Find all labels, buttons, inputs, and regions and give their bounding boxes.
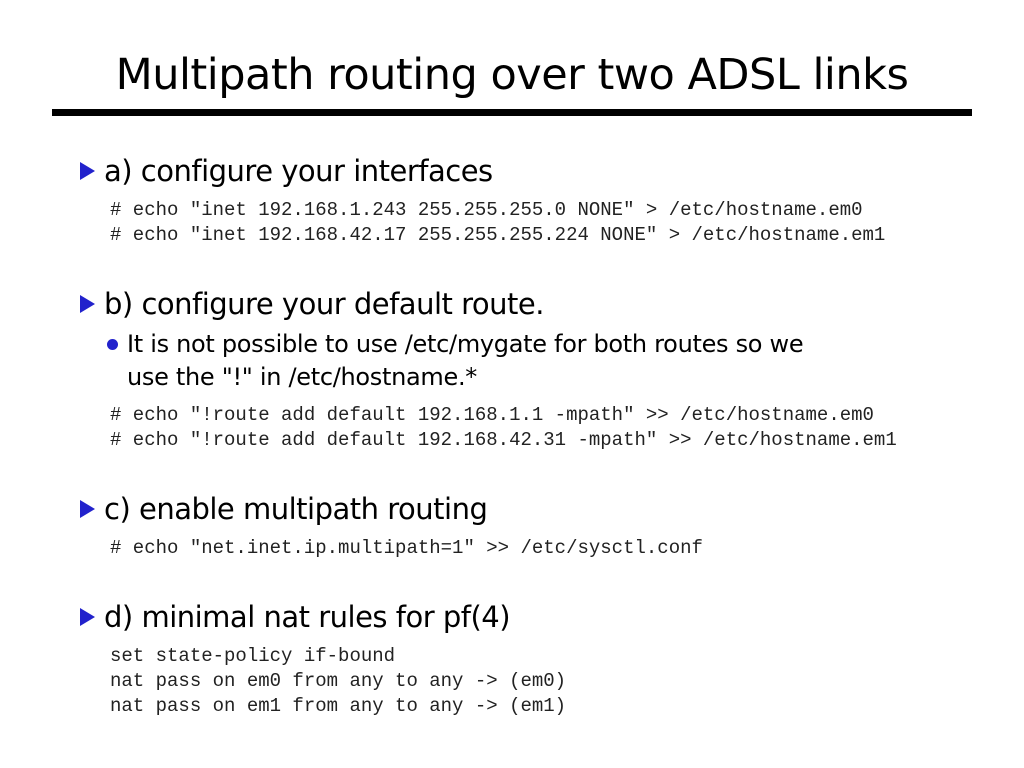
code-line: # echo "net.inet.ip.multipath=1" >> /etc/sysctl.conf: [110, 536, 703, 559]
section-heading: d) minimal nat rules for pf(4): [104, 599, 511, 634]
section-a: [80, 153, 1024, 248]
section-b-code-block: [110, 403, 1024, 453]
section-d-code-block: [110, 644, 1024, 719]
page-title: Multipath routing over two ADSL links: [115, 50, 909, 100]
triangle-bullet-icon: [80, 608, 95, 626]
code-line: set state-policy if-bound: [110, 644, 396, 667]
code-line: nat pass on em1 from any to any -> (em1): [110, 694, 567, 717]
section-heading: b) configure your default route.: [104, 286, 544, 321]
code-line: # echo "inet 192.168.1.243 255.255.255.0 NONE" > /etc/hostname.em0: [110, 198, 863, 221]
code-line: nat pass on em0 from any to any -> (em0): [110, 669, 567, 692]
title-underline: [52, 109, 972, 116]
section-a-code-block: [110, 198, 1024, 248]
section-d-heading-row: [80, 599, 1024, 635]
section-c-code-block: [110, 536, 1024, 561]
triangle-bullet-icon: [80, 500, 95, 518]
code-line: # echo "inet 192.168.42.17 255.255.255.224 NONE" > /etc/hostname.em1: [110, 223, 886, 246]
triangle-bullet-icon: [80, 162, 95, 180]
section-heading: c) enable multipath routing: [104, 491, 488, 526]
title-block: [0, 0, 1024, 116]
slide-content: [0, 116, 1024, 719]
section-b-sub-bullet: [107, 328, 1024, 394]
code-line: # echo "!route add default 192.168.42.31 -mpath" >> /etc/hostname.em1: [110, 428, 897, 451]
section-b-heading-row: [80, 286, 1024, 322]
sub-bullet-line: It is not possible to use /etc/mygate for both routes so we: [127, 329, 804, 358]
section-d: [80, 599, 1024, 719]
code-line: # echo "!route add default 192.168.1.1 -mpath" >> /etc/hostname.em0: [110, 403, 874, 426]
section-b: [80, 286, 1024, 453]
section-c: [80, 491, 1024, 561]
triangle-bullet-icon: [80, 295, 95, 313]
section-heading: a) configure your interfaces: [104, 153, 493, 188]
dot-bullet-icon: [107, 339, 118, 350]
section-c-heading-row: [80, 491, 1024, 527]
sub-bullet-line: use the "!" in /etc/hostname.*: [127, 362, 478, 391]
section-a-heading-row: [80, 153, 1024, 189]
sub-bullet-text: [127, 328, 803, 394]
